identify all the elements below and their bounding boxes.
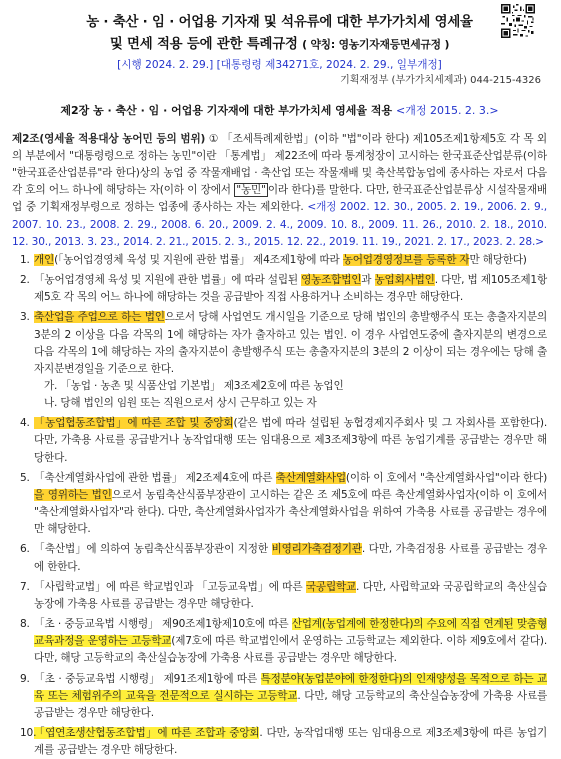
list-item xyxy=(12,725,547,759)
list-item xyxy=(12,616,547,667)
item-text: 으로서 당해 사업연도 개시일을 기준으로 당해 법인의 총발행주식 또는 총출자지분의 3분의 2 이상을 다음 각목의 1에 해당하는 자가 출자하고 있는 법인. 이 경우 사업연도중에 출자지분의 변경으로 다음 각목의 1에 해당하는 자의 출자지분이 총발행주식 또는 총출자지분의 3분의 2 이상이 되는 경우에는 당해 출자지분변경일을 기준으로 한다. xyxy=(34,311,547,375)
qr-code-icon xyxy=(501,4,535,38)
item-number: 1. xyxy=(20,253,30,266)
item-number: 5. xyxy=(20,471,30,484)
item-text: 「축산계열화사업에 관한 법률」 제2조제4호에 따른 xyxy=(34,471,276,484)
item-text: 과 xyxy=(361,274,375,287)
highlight-text: 비영리가축검정기관 xyxy=(271,543,362,556)
highlight-text: 축산계열화사업 xyxy=(275,471,346,484)
list-item xyxy=(12,470,547,539)
highlight-text: 농업회사법인 xyxy=(374,274,435,287)
list-item xyxy=(12,309,547,412)
item-number: 4. xyxy=(20,417,30,430)
law-title-line2-text: 및 면세 적용 등에 관한 특례규정 xyxy=(109,37,298,52)
item-text: . 다만, 해당 고등학교의 축산실습농장에 가축용 사료를 공급받는 경우만 해당한다. xyxy=(34,689,548,719)
article-2-paragraph-1 xyxy=(12,131,547,251)
article-heading: 제2조(영세율 적용대상 농어민 등의 범위) xyxy=(12,132,206,145)
highlight-text: 개인 xyxy=(34,253,55,266)
item-number: 2. xyxy=(20,274,30,287)
article-body: ① 「조세특례제한법」(이하 "법"이라 한다) 제105조제1항제5호 각 목 외의 부분에서 "대통령령으로 정하는 농민"이란 「통계법」 제22조에 따라 통계청장이 고시하는 한국표준산업분류(이하 "한국표준산업분류"라 한다)상의 농업 중 작물재배업 · 축산업 또는 작물재배 및 축산복합농업에 종사하는 자로서 다음 각 호의 어느 하나에 해당하는 자(이하 이 장에서 xyxy=(12,132,548,197)
list-item xyxy=(12,272,547,306)
item-number: 10. xyxy=(20,726,37,739)
chapter-title xyxy=(12,102,547,120)
list-item xyxy=(12,252,547,269)
chapter-amend-link[interactable]: <개정 2015. 2. 3.> xyxy=(395,104,499,117)
item-text: 「축산법」에 의하여 농림축산식품부장관이 지정한 xyxy=(34,543,272,556)
sub-item-na: 나. 당해 법인의 임원 또는 직원으로서 상시 근무하고 있는 자 xyxy=(44,397,317,410)
item-text: 으로서 농림축산식품부장관이 고시하는 같은 조 제5호에 따른 축산계열화사업자(이하 이 호에서 "축산계열화사업자"라 한다). 다만, 축산계열화사업자가 축산계열화사업을 위하여 가축용 사료를 공급받는 경우에만 해당한다. xyxy=(34,488,547,536)
item-text: 「사립학교법」에 따른 학교법인과 「고등교육법」에 따른 xyxy=(34,580,306,593)
article-body-tail: 이라 한다)를 말한다. 다만, 한국표준산업분류상 시설작물재배업 중 기획재정부령으로 정하는 업종에 종사하는 자는 제외한다. xyxy=(12,184,548,214)
document-header xyxy=(12,0,547,92)
sub-item-ga: 가. 「농업 · 농촌 및 식품산업 기본법」 제3조제2호에 따른 농업인 xyxy=(44,380,344,392)
item-text: . 다만, 가축검정용 사료를 공급받는 경우에 한한다. xyxy=(34,543,547,573)
short-title: ( 약칭: 영농기자재등면세규정 ) xyxy=(302,38,450,51)
item-text: . 다만, 사립학교와 국공립학교의 축산실습농장에 가축용 사료를 공급받는 경우만 해당한다. xyxy=(34,580,547,610)
item-number: 8. xyxy=(20,618,30,631)
list-item xyxy=(12,415,547,466)
item-text: (제7호에 따른 학교법인에서 운영하는 고등학교는 제외한다. 이하 제9호에서 같다). 다만, 해당 고등학교의 축산실습농장에 가축용 사료를 공급받는 경우만 해당한다. xyxy=(34,635,547,665)
highlight-text: 특정분야(농업분야에 한정한다)의 인재양성을 목적으로 하는 교육 또는 체험위주의 교육을 전문적으로 실시하는 고등학교 xyxy=(34,672,547,702)
highlight-text: 영농조합법인 xyxy=(301,274,362,287)
article-amend-link[interactable]: <개정 2002. 12. 30., 2005. 2. 19., 2006. 2. 9., 2007. 10. 23., 2008. 2. 29., 2008. 6. 20., 2009. 2. 4., 2009. 10. 8., 2009. 11. 26., 2010. 2. 18., 2010. 12. 30., 2013. 3. 23., 2014. 2. 21., 2015. 2. 3., 2015. 12. 22., 2019. 11. 19., 2021. 2. 17., 2023. 2. 28.> xyxy=(12,201,547,248)
item-number: 7. xyxy=(20,580,30,593)
highlight-text: 「농업협동조합법」에 따른 조합 및 중앙회 xyxy=(34,417,234,430)
ministry-contact: 기획재정부 (부가가치세제과) 044-215-4326 xyxy=(340,75,541,86)
item-text: 「초 · 중등교육법 시행령」 제90조제1항제10호에 따른 xyxy=(34,618,292,631)
highlight-text: 을 영위하는 법인 xyxy=(34,488,112,501)
highlight-text: 「엽연초생산협동조합법」에 따른 조합과 중앙회 xyxy=(34,726,260,739)
article-items-list xyxy=(12,252,547,759)
law-title-line1: 농 · 축산 · 임 · 어업용 기자재 및 석유류에 대한 부가가치세 영세율 xyxy=(86,15,473,30)
item-text: (같은 법에 따라 설립된 농협경제지주회사 및 그 자회사를 포함한다). 다만, 가축용 사료를 공급받거나 농작업대행 또는 임대용으로 제3조제3항에 따른 농업기계를 공급받는 경우만 해당한다. xyxy=(34,417,547,464)
list-item xyxy=(12,671,547,722)
list-item xyxy=(12,541,547,575)
item-number: 3. xyxy=(20,311,30,324)
item-text: 「초 · 중등교육법 시행령」 제91조제1항에 따른 xyxy=(34,672,261,685)
law-title-line2 xyxy=(12,34,547,56)
item-number: 6. xyxy=(20,543,30,556)
highlight-text: 축산업을 주업으로 하는 법인 xyxy=(34,311,165,324)
highlight-text: 국공립학교 xyxy=(305,580,357,593)
item-text: 「농어업경영체 육성 및 지원에 관한 법률」에 따라 설립된 xyxy=(34,274,302,287)
item-number: 9. xyxy=(20,672,30,685)
list-item xyxy=(12,579,547,613)
item-text: . 다만, 농작업대행 또는 임대용으로 제3조제3항에 따른 농업기계를 공급받는 경우만 해당한다. xyxy=(34,726,547,757)
item-text: . 다만, 법 제105조제1항제5호 각 목의 어느 하나에 해당하는 것을 공급받아 직접 사용하거나 소비하는 경우만 해당한다. xyxy=(34,274,548,304)
chapter-title-text: 제2장 농 · 축산 · 임 · 어업용 기자재에 대한 부가가치세 영세율 적용 xyxy=(60,104,393,117)
enactment-info[interactable]: [시행 2024. 2. 29.] [대통령령 제34271호, 2024. 2. 29., 일부개정] xyxy=(117,59,442,71)
highlight-text: 산업계(농업계에 한정한다)의 수요에 직접 연계된 맞춤형 교육과정을 운영하는 고등학교 xyxy=(34,618,547,648)
item-text: (이하 이 호에서 "축산계열화사업"이라 한다) xyxy=(345,471,547,484)
farmer-term: "농민" xyxy=(236,184,266,197)
highlight-text: 농어업경영정보를 등록한 자 xyxy=(342,253,470,266)
item-text: 만 해당한다) xyxy=(469,253,527,266)
item-text: (「농어업경영체 육성 및 지원에 관한 법률」 제4조제1항에 따라 xyxy=(54,253,343,266)
